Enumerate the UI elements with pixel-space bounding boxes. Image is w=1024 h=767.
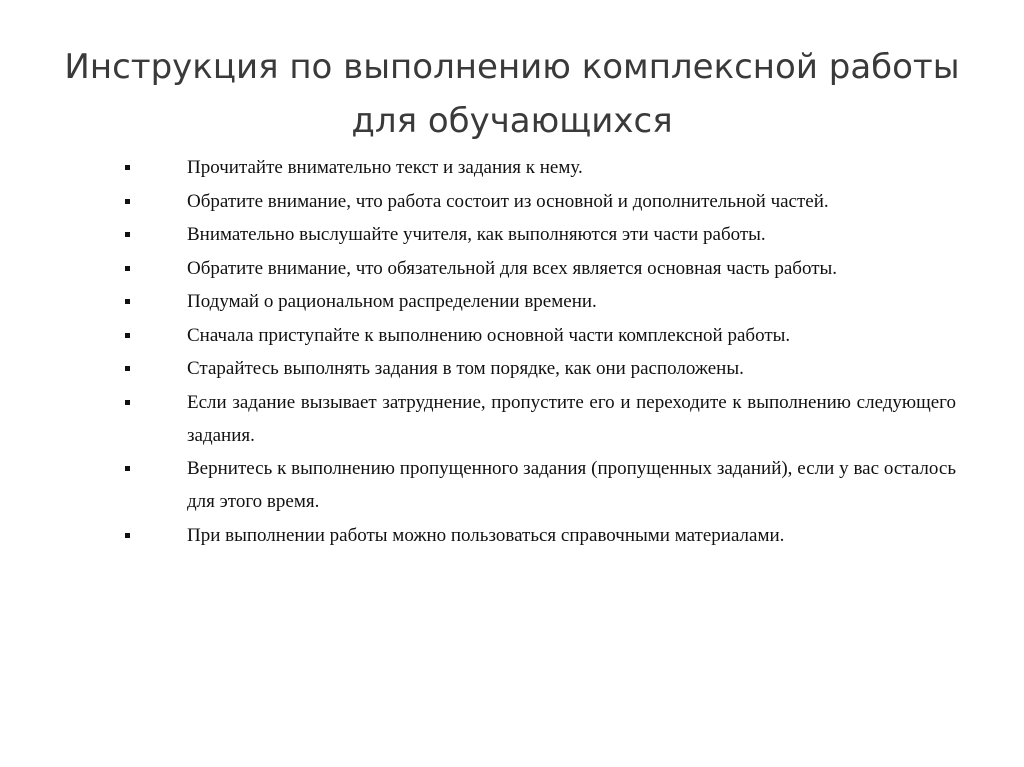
list-item-text: Подумай о рациональном распределении времени. [187,291,597,312]
list-item-text: Сначала приступайте к выполнению основной части комплексной работы. [187,324,791,346]
slide-title: Инструкция по выполнению комплексной работы для обучающихся [64,47,960,141]
square-bullet-icon [57,252,187,285]
list-item [57,218,956,251]
square-bullet-icon [57,151,187,184]
square-bullet-icon [57,352,187,385]
instruction-list [57,151,956,552]
list-item-text: Внимательно выслушайте учителя, как выполняются эти части работы. [187,224,766,245]
square-bullet-icon [57,452,187,485]
square-bullet-icon [57,386,187,419]
square-bullet-icon [57,185,187,218]
list-item [57,452,956,518]
list-item-text: Обратите внимание, что обязательной для всех является основная часть работы. [187,257,838,279]
list-item [57,386,956,452]
list-item-text: Вернитесь к выполнению пропущенного задания (пропущенных заданий), если у вас осталось для этого время. [187,458,956,512]
list-item [57,151,956,184]
square-bullet-icon [57,285,187,318]
list-item [57,252,956,285]
list-item-text: Старайтесь выполнять задания в том порядке, как они расположены. [187,358,744,379]
square-bullet-icon [57,519,187,552]
list-item [57,519,956,552]
list-item-text: При выполнении работы можно пользоваться справочными материалами. [187,524,785,546]
list-item-text: Обратите внимание, что работа состоит из основной и дополнительной частей. [187,190,829,212]
list-item-text: Если задание вызывает затруднение, пропустите его и переходите к выполнению следующего задания. [187,391,956,446]
square-bullet-icon [57,218,187,251]
square-bullet-icon [57,319,187,352]
list-item [57,352,956,385]
list-item [57,285,956,318]
list-item [57,319,956,352]
list-item-text: Прочитайте внимательно текст и задания к нему. [187,157,583,178]
list-item [57,185,956,218]
